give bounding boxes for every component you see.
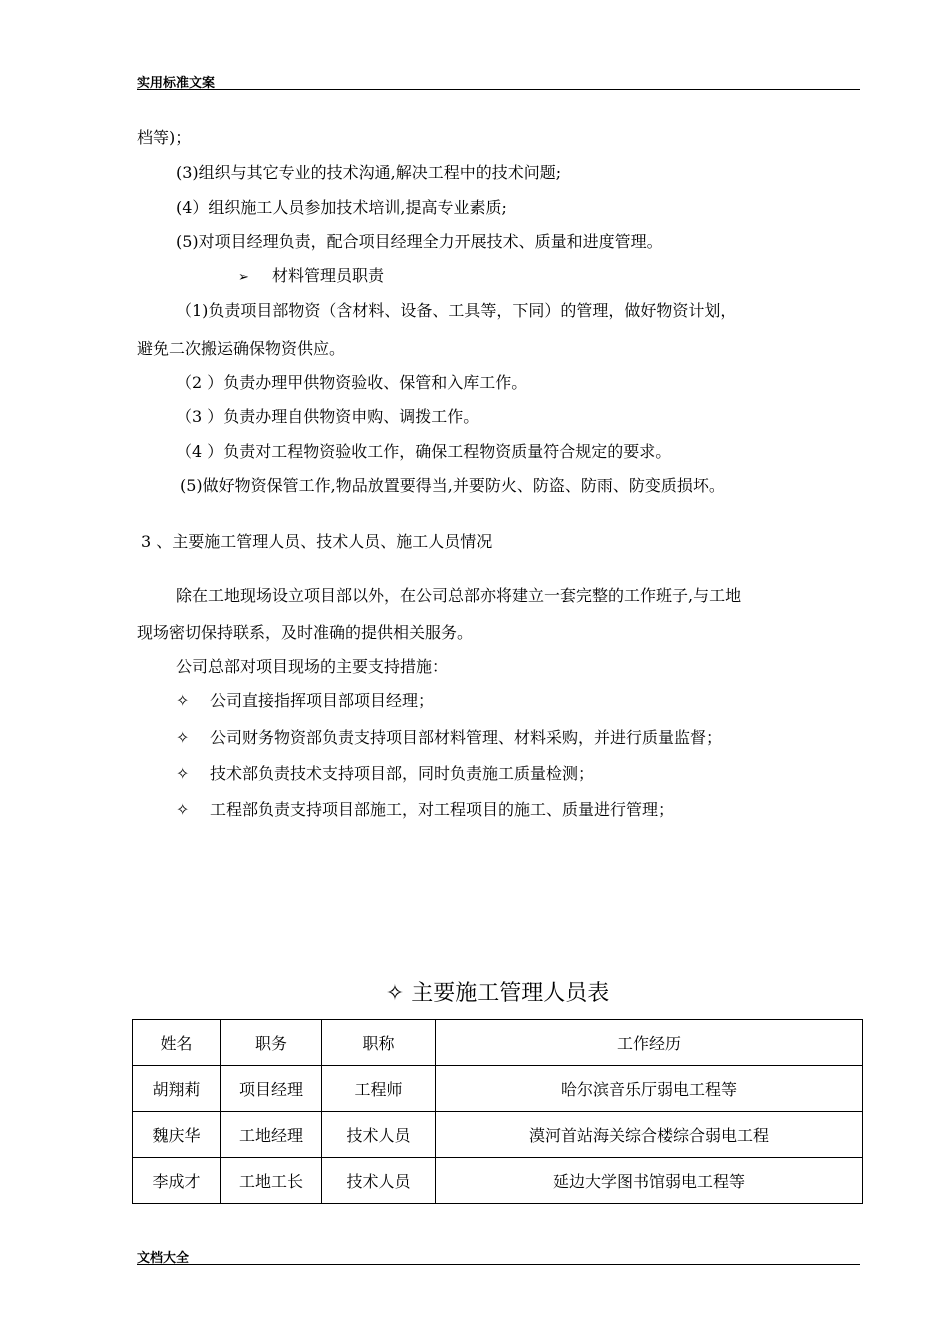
bullet-item — [176, 691, 434, 711]
footer-rule — [137, 1264, 860, 1265]
bullet-text: 工程部负责支持项目部施工，对工程项目的施工、质量进行管理； — [210, 800, 675, 819]
text-line: (5)做好物资保管工作,物品放置要得当,并要防火、防盗、防雨、防变质损坏。 — [180, 476, 725, 495]
cell-experience: 漠河首站海关综合楼综合弱电工程 — [436, 1112, 863, 1158]
cell-position: 工地工长 — [221, 1158, 322, 1204]
page-footer-title: 文档大全 — [137, 1251, 190, 1266]
diamond-bullet-icon: ✧ — [176, 691, 190, 710]
arrow-bullet-icon: ➢ — [238, 270, 249, 285]
diamond-bullet-icon: ✧ — [176, 728, 190, 747]
text-line: （1)负责项目部物资（含材料、设备、工具等，下同）的管理，做好物资计划， — [176, 301, 737, 320]
header-cell-name: 姓名 — [133, 1020, 221, 1066]
table-title: ✧ 主要施工管理人员表 — [385, 981, 610, 1006]
table-row — [133, 1112, 863, 1158]
cell-experience: 哈尔滨音乐厅弱电工程等 — [436, 1066, 863, 1112]
table-row — [133, 1158, 863, 1204]
header-cell-experience: 工作经历 — [436, 1020, 863, 1066]
bullet-text: 公司直接指挥项目部项目经理； — [210, 691, 435, 710]
bullet-item — [176, 764, 594, 784]
cell-title: 技术人员 — [322, 1158, 436, 1204]
text-line: (5)对项目经理负责，配合项目经理全力开展技术、质量和进度管理。 — [176, 232, 663, 251]
section-title: 材料管理员职责 — [272, 266, 385, 285]
table-header-row — [133, 1020, 863, 1066]
text-line: 档等)； — [137, 128, 192, 147]
paragraph-line: 除在工地现场设立项目部以外，在公司总部亦将建立一套完整的工作班子,与工地 — [176, 586, 742, 605]
cell-title: 技术人员 — [322, 1112, 436, 1158]
text-line: （2 ）负责办理甲供物资验收、保管和入库工作。 — [176, 373, 528, 392]
text-line: （4 ）负责对工程物资验收工作，确保工程物资质量符合规定的要求。 — [176, 442, 672, 461]
table-row — [133, 1066, 863, 1112]
diamond-bullet-icon: ✧ — [176, 764, 190, 783]
bullet-item — [176, 800, 674, 820]
bullet-text: 技术部负责技术支持项目部，同时负责施工质量检测； — [210, 764, 595, 783]
cell-name: 胡翔莉 — [133, 1066, 221, 1112]
bullet-item — [176, 728, 722, 748]
cell-position: 工地经理 — [221, 1112, 322, 1158]
paragraph-line: 公司总部对项目现场的主要支持措施： — [176, 657, 449, 676]
cell-name: 李成才 — [133, 1158, 221, 1204]
header-rule — [137, 89, 860, 90]
header-cell-title: 职称 — [322, 1020, 436, 1066]
bullet-text: 公司财务物资部负责支持项目部材料管理、材料采购，并进行质量监督； — [210, 728, 723, 747]
text-line: (3)组织与其它专业的技术沟通,解决工程中的技术问题; — [176, 163, 562, 182]
page-header-title: 实用标准文案 — [137, 76, 216, 91]
text-line: (4）组织施工人员参加技术培训,提高专业素质; — [176, 198, 507, 217]
text-line: 避免二次搬运确保物资供应。 — [137, 339, 346, 358]
heading-3: 3 、主要施工管理人员、技术人员、施工人员情况 — [141, 532, 493, 551]
cell-name: 魏庆华 — [133, 1112, 221, 1158]
text-line: （3 ）负责办理自供物资申购、调拨工作。 — [176, 407, 480, 426]
cell-position: 项目经理 — [221, 1066, 322, 1112]
cell-title: 工程师 — [322, 1066, 436, 1112]
cell-experience: 延边大学图书馆弱电工程等 — [436, 1158, 863, 1204]
diamond-bullet-icon: ✧ — [176, 800, 190, 819]
paragraph-line: 现场密切保持联系，及时准确的提供相关服务。 — [137, 623, 474, 642]
section-heading — [238, 266, 384, 288]
header-cell-position: 职务 — [221, 1020, 322, 1066]
staff-table — [132, 1019, 863, 1204]
